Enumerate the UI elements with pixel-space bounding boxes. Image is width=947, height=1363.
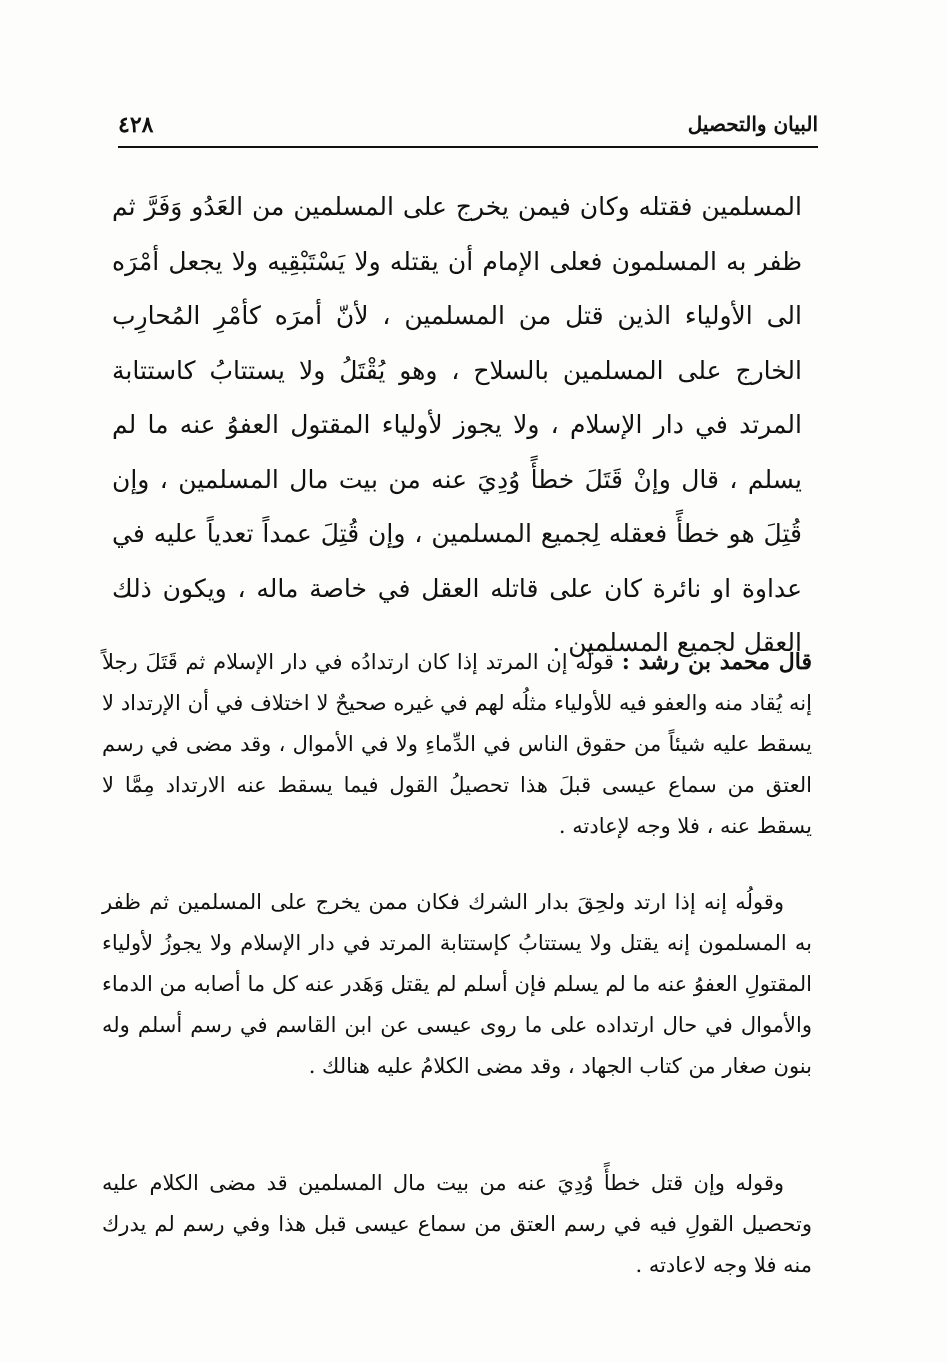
commentary-paragraph-2-text: وقولُه إنه إذا ارتد ولحِقَ بدار الشرك فكان ممن يخرج على المسلمين ثم ظفر به المسلمون إنه يقتل ولا يستتابُ كإستتابة المرتد في دار الإسلام ولا يجوزُ لأولياء المقتولِ العفوُ عنه ما لم يسلم فإن أسلم لم يقتل وَهَدر عنه كل ما أصابه من الدماء والأموال في حال ارتداده على ما روى عيسى عن ابن القاسم في رسم أسلم وله بنون صغار من كتاب الجهاد ، وقد مضى الكلامُ عليه هنالك .	[102, 890, 812, 1078]
commentary-paragraph-1-text: قولُه إن المرتد إذا كان ارتدادُه في دار الإسلام ثم قَتَلَ رجلاً إنه يُقاد منه والعفو فيه للأولياء مثلُه لهم في غيره صحيحٌ لا اختلاف في أن الإرتداد لا يسقط عليه شيئاً من حقوق الناس في الدِّماءِ ولا في الأموال ، وقد مضى في رسم العتق من سماع عيسى قبلَ هذا تحصيلُ القول فيما يسقط عنه الارتداد مِمَّا لا يسقط عنه ، فلا وجه لإعادته .	[102, 650, 812, 838]
header-rule	[118, 146, 818, 148]
commentary-paragraph-1	[102, 642, 812, 847]
commentary-paragraph-3	[102, 1163, 812, 1286]
commentary-lead: قال محمد بن رشد :	[621, 649, 812, 675]
running-title: البيان والتحصيل	[687, 112, 818, 136]
commentary-paragraph-2	[102, 882, 812, 1087]
page-number: ٤٢٨	[118, 112, 154, 138]
commentary-paragraph-3-text: وقوله وإن قتل خطأً وُدِيَ عنه من بيت مال المسلمين قد مضى الكلام عليه وتحصيل القولِ فيه في رسم العتق من سماع عيسى قبل هذا وفي رسم لم يدرك منه فلا وجه لاعادته .	[102, 1171, 812, 1277]
page-header	[118, 112, 818, 146]
main-text-paragraph: المسلمين فقتله وكان فيمن يخرج على المسلمين من العَدُو وَفَرَّ ثم ظفر به المسلمون فعلى الإمام أن يقتله ولا يَسْتَبْقِيه ولا يجعل أمْرَه الى الأولياء الذين قتل من المسلمين ، لأنّ أمرَه كأمْرِ المُحارِب الخارج على المسلمين بالسلاح ، وهو يُقْتَلُ ولا يستتابُ كاستتابة المرتد في دار الإسلام ، ولا يجوز لأولياء المقتول العفوُ عنه ما لم يسلم ، قال وإنْ قَتَلَ خطأً وُدِيَ عنه من بيت مال المسلمين ، وإن قُتِلَ هو خطأً فعقله لِجميع المسلمين ، وإن قُتِلَ عمداً تعدياً عليه في عداوة او نائرة كان على قاتله العقل في خاصة ماله ، ويكون ذلك العقل لجميع المسلمين .	[112, 192, 803, 657]
